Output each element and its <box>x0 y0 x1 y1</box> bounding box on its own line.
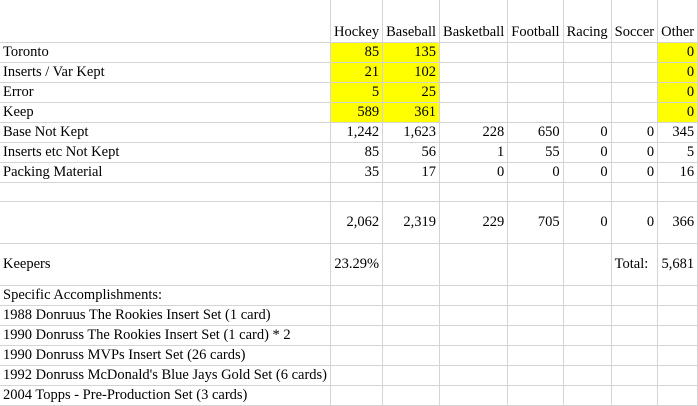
cell[interactable] <box>658 365 698 385</box>
cell[interactable]: 228 <box>440 122 508 142</box>
table-row <box>0 42 698 62</box>
keepers-percent[interactable]: 23.29% <box>331 243 383 285</box>
list-item <box>0 365 698 385</box>
cell[interactable] <box>331 345 383 365</box>
cell[interactable]: 1,623 <box>383 122 440 142</box>
header-racing[interactable]: Racing <box>563 0 611 42</box>
cell[interactable] <box>563 325 611 345</box>
cell[interactable] <box>563 182 611 201</box>
header-row <box>0 0 698 42</box>
cell[interactable]: 361 <box>383 102 440 122</box>
cell[interactable] <box>440 345 508 365</box>
cell[interactable]: 0 <box>658 82 698 102</box>
header-football[interactable]: Football <box>508 0 563 42</box>
cell[interactable]: 0 <box>611 162 657 182</box>
table-row <box>0 62 698 82</box>
total-cell[interactable]: 705 <box>508 201 563 243</box>
cell[interactable] <box>611 345 657 365</box>
cell[interactable] <box>383 182 440 201</box>
cell[interactable] <box>611 42 657 62</box>
cell[interactable] <box>440 42 508 62</box>
header-soccer[interactable]: Soccer <box>611 0 657 42</box>
cell[interactable]: 25 <box>383 82 440 102</box>
cell[interactable] <box>508 42 563 62</box>
header-hockey[interactable]: Hockey <box>331 0 383 42</box>
cell[interactable] <box>508 305 563 325</box>
total-cell[interactable]: 366 <box>658 201 698 243</box>
cell[interactable] <box>563 305 611 325</box>
total-cell[interactable]: 0 <box>563 201 611 243</box>
cell[interactable] <box>331 285 383 305</box>
cell[interactable]: 102 <box>383 62 440 82</box>
cell[interactable] <box>508 325 563 345</box>
cell[interactable] <box>331 385 383 405</box>
cell[interactable] <box>440 285 508 305</box>
cell[interactable] <box>440 182 508 201</box>
cell[interactable] <box>563 42 611 62</box>
row-label[interactable]: Toronto <box>0 42 331 62</box>
cell[interactable] <box>383 385 440 405</box>
keepers-row <box>0 243 698 285</box>
cell[interactable]: 5 <box>658 142 698 162</box>
table-row <box>0 142 698 162</box>
cell[interactable]: 0 <box>658 42 698 62</box>
cell[interactable]: 85 <box>331 142 383 162</box>
cell[interactable] <box>611 305 657 325</box>
cell[interactable] <box>331 365 383 385</box>
cell[interactable] <box>611 102 657 122</box>
header-basketball[interactable]: Basketball <box>440 0 508 42</box>
cell[interactable] <box>563 243 611 285</box>
cell[interactable] <box>440 385 508 405</box>
cell[interactable] <box>563 365 611 385</box>
cell[interactable] <box>611 182 657 201</box>
cell[interactable] <box>440 62 508 82</box>
cell[interactable] <box>508 345 563 365</box>
cell[interactable] <box>331 305 383 325</box>
list-item <box>0 305 698 325</box>
table-row <box>0 162 698 182</box>
cell[interactable]: 0 <box>611 122 657 142</box>
blank-row <box>0 182 698 201</box>
cell[interactable] <box>331 325 383 345</box>
cell[interactable] <box>611 365 657 385</box>
cell[interactable]: 0 <box>563 142 611 162</box>
total-cell[interactable]: 2,062 <box>331 201 383 243</box>
cell[interactable] <box>508 82 563 102</box>
row-label[interactable]: Keep <box>0 102 331 122</box>
grand-total[interactable]: 5,681 <box>658 243 698 285</box>
cell[interactable] <box>563 285 611 305</box>
cell[interactable] <box>508 285 563 305</box>
cell[interactable]: 85 <box>331 42 383 62</box>
list-item <box>0 345 698 365</box>
cell[interactable]: 0 <box>563 162 611 182</box>
cell[interactable]: 135 <box>383 42 440 62</box>
cell[interactable] <box>383 325 440 345</box>
cell[interactable]: 0 <box>611 142 657 162</box>
cell[interactable] <box>440 82 508 102</box>
cell[interactable]: 1 <box>440 142 508 162</box>
cell[interactable]: 35 <box>331 162 383 182</box>
cell[interactable] <box>658 325 698 345</box>
cell[interactable] <box>0 182 331 201</box>
cell[interactable] <box>611 325 657 345</box>
cell[interactable] <box>658 385 698 405</box>
cell[interactable] <box>508 243 563 285</box>
cell[interactable] <box>658 305 698 325</box>
accomplishment-item[interactable]: 2004 Topps - Pre-Production Set (3 cards) <box>0 385 331 405</box>
cell[interactable] <box>508 385 563 405</box>
cell[interactable] <box>440 243 508 285</box>
cell[interactable]: 21 <box>331 62 383 82</box>
accomplishment-item[interactable]: 1990 Donruss The Rookies Insert Set (1 card) * 2 <box>0 325 331 345</box>
cell[interactable]: 0 <box>440 162 508 182</box>
total-cell[interactable]: 229 <box>440 201 508 243</box>
cell[interactable] <box>563 345 611 365</box>
cell[interactable] <box>563 62 611 82</box>
total-cell[interactable]: 2,319 <box>383 201 440 243</box>
cell[interactable]: 5 <box>331 82 383 102</box>
cell[interactable] <box>563 102 611 122</box>
cell[interactable] <box>0 201 331 243</box>
cell[interactable] <box>508 365 563 385</box>
cell[interactable] <box>440 365 508 385</box>
row-label[interactable]: Error <box>0 82 331 102</box>
cell[interactable] <box>563 385 611 405</box>
table-row <box>0 102 698 122</box>
cell[interactable] <box>383 285 440 305</box>
total-label[interactable]: Total: <box>611 243 657 285</box>
accomplishment-item[interactable]: 1990 Donruss MVPs Insert Set (26 cards) <box>0 345 331 365</box>
cell[interactable] <box>658 285 698 305</box>
header-baseball[interactable]: Baseball <box>383 0 440 42</box>
accomplishment-item[interactable]: 1988 Donruus The Rookies Insert Set (1 card) <box>0 305 331 325</box>
cell[interactable] <box>440 102 508 122</box>
cell[interactable] <box>508 182 563 201</box>
table-row <box>0 82 698 102</box>
cell[interactable]: 0 <box>563 122 611 142</box>
row-label[interactable]: Inserts / Var Kept <box>0 62 331 82</box>
row-label[interactable]: Packing Material <box>0 162 331 182</box>
cell[interactable] <box>440 325 508 345</box>
cell-corner[interactable] <box>0 0 331 42</box>
cell[interactable]: 0 <box>658 62 698 82</box>
cell[interactable] <box>611 285 657 305</box>
totals-row <box>0 201 698 243</box>
header-other[interactable]: Other <box>658 0 698 42</box>
list-item <box>0 385 698 405</box>
cell[interactable] <box>383 243 440 285</box>
cell[interactable] <box>611 82 657 102</box>
cell[interactable] <box>383 345 440 365</box>
total-cell[interactable]: 0 <box>611 201 657 243</box>
cell[interactable]: 55 <box>508 142 563 162</box>
cell[interactable] <box>658 345 698 365</box>
cell[interactable] <box>383 365 440 385</box>
cell[interactable]: 0 <box>658 102 698 122</box>
cell[interactable] <box>508 62 563 82</box>
list-item <box>0 325 698 345</box>
cell[interactable]: 1,242 <box>331 122 383 142</box>
cell[interactable]: 0 <box>508 162 563 182</box>
cell[interactable] <box>331 182 383 201</box>
accomplishment-item[interactable]: 1992 Donruss McDonald's Blue Jays Gold Set (6 cards) <box>0 365 331 385</box>
cell[interactable] <box>563 82 611 102</box>
table-row <box>0 122 698 142</box>
cell[interactable]: 17 <box>383 162 440 182</box>
keepers-label[interactable]: Keepers <box>0 243 331 285</box>
cell[interactable]: 56 <box>383 142 440 162</box>
cell[interactable] <box>658 182 698 201</box>
cell[interactable] <box>611 62 657 82</box>
cell[interactable]: 345 <box>658 122 698 142</box>
cell[interactable] <box>611 385 657 405</box>
cell[interactable] <box>440 305 508 325</box>
list-item <box>0 285 698 305</box>
row-label[interactable]: Inserts etc Not Kept <box>0 142 331 162</box>
row-label[interactable]: Base Not Kept <box>0 122 331 142</box>
cell[interactable] <box>508 102 563 122</box>
cell[interactable]: 589 <box>331 102 383 122</box>
cell[interactable] <box>383 305 440 325</box>
cell[interactable]: 650 <box>508 122 563 142</box>
cell[interactable]: 16 <box>658 162 698 182</box>
accomplishments-heading[interactable]: Specific Accomplishments: <box>0 285 331 305</box>
